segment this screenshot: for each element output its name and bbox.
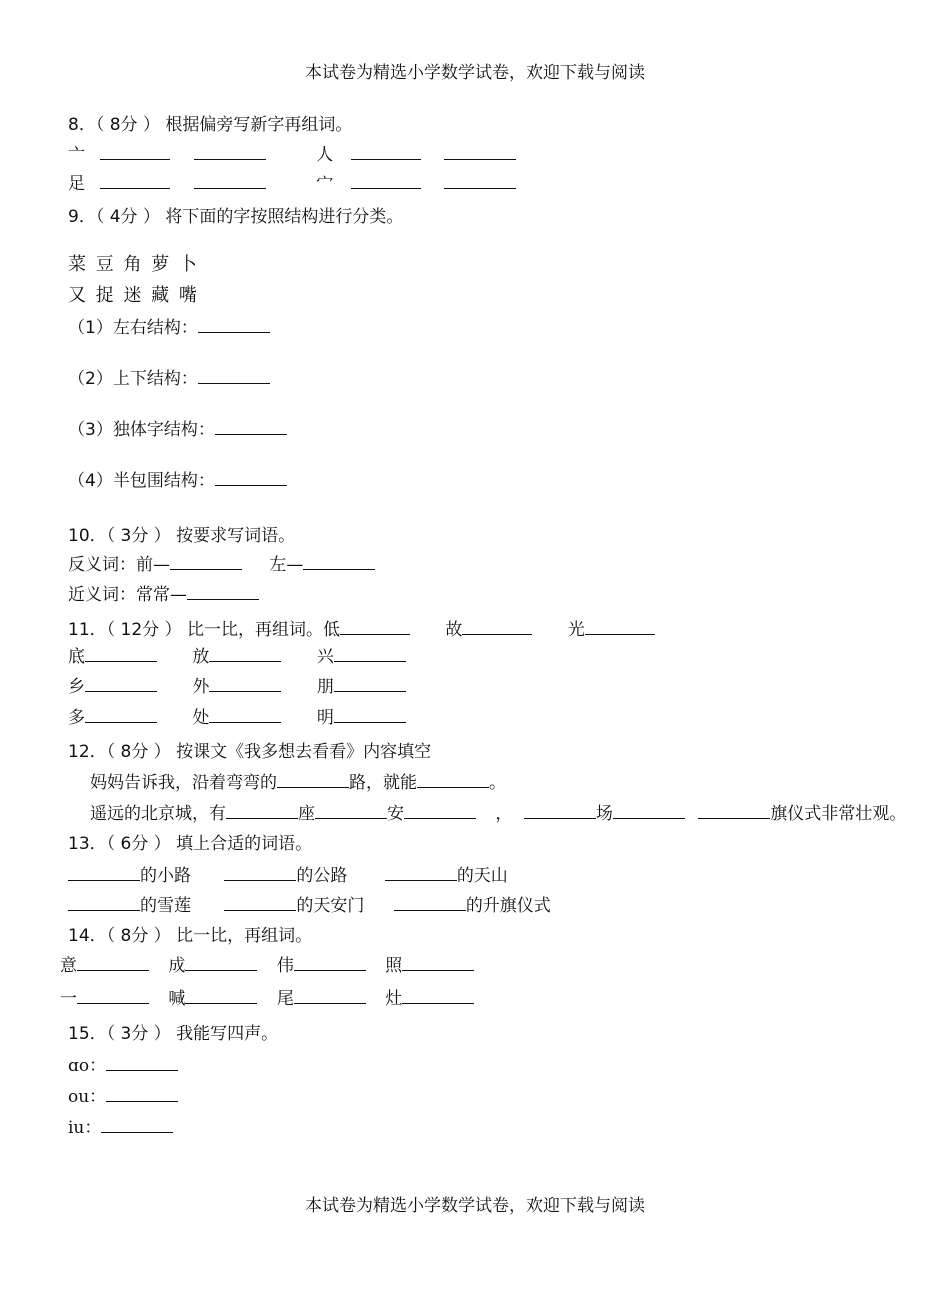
- prompt-label: 近义词：常常—: [68, 585, 187, 605]
- radical-label: 宀: [316, 174, 334, 194]
- answer-blank[interactable]: [170, 553, 242, 570]
- answer-blank[interactable]: [404, 802, 476, 819]
- sub-label: （2）上下结构：: [68, 369, 198, 389]
- answer-blank[interactable]: [85, 645, 157, 662]
- text-segment: 座: [298, 804, 315, 824]
- answer-blank[interactable]: [698, 802, 770, 819]
- answer-blank[interactable]: [334, 706, 406, 723]
- char-label: 明: [316, 708, 334, 728]
- answer-blank[interactable]: [68, 894, 140, 911]
- question-9-sub-2: [68, 367, 270, 390]
- question-9-chars-1: 菜 豆 角 萝 卜: [68, 254, 197, 275]
- answer-blank[interactable]: [613, 802, 685, 819]
- question-12-line-1: [90, 771, 506, 794]
- text-segment: 。: [489, 773, 506, 793]
- phrase-label: 的天山: [456, 866, 508, 886]
- char-label: 灶: [385, 989, 403, 1009]
- char-label: 乡: [68, 677, 85, 697]
- question-11-title-row: [68, 618, 655, 641]
- answer-blank[interactable]: [294, 954, 366, 971]
- sub-label: （3）独体字结构：: [68, 420, 215, 440]
- phrase-label: 的小路: [140, 866, 191, 886]
- text-segment: ，: [495, 804, 513, 824]
- question-14-row-1: [60, 954, 474, 977]
- question-12-line-2: [90, 802, 906, 825]
- answer-blank[interactable]: [198, 316, 270, 333]
- question-9-sub-1: [68, 316, 270, 339]
- phrase-label: 的天安门: [296, 896, 365, 916]
- char-label: 外: [192, 677, 210, 697]
- question-9-sub-4: [68, 469, 287, 492]
- question-10-row-2: [68, 583, 259, 606]
- question-8-row-1: [68, 143, 516, 166]
- sub-label: （4）半包围结构：: [68, 471, 215, 491]
- answer-blank[interactable]: [185, 954, 257, 971]
- answer-blank[interactable]: [351, 143, 421, 160]
- answer-blank[interactable]: [226, 802, 298, 819]
- text-segment: 遥远的北京城，有: [90, 804, 226, 824]
- question-10-title: 10．（ 3分 ） 按要求写词语。: [68, 526, 296, 546]
- answer-blank[interactable]: [198, 367, 270, 384]
- answer-blank[interactable]: [100, 172, 170, 189]
- pinyin-label: ɑo：: [68, 1056, 107, 1076]
- char-label: 尾: [276, 989, 294, 1009]
- char-label: 伟: [276, 956, 294, 976]
- answer-blank[interactable]: [185, 987, 257, 1004]
- answer-blank[interactable]: [77, 954, 149, 971]
- answer-blank[interactable]: [106, 1054, 178, 1071]
- answer-blank[interactable]: [402, 987, 474, 1004]
- text-segment: 场: [595, 804, 613, 824]
- text-segment: 安: [387, 804, 404, 824]
- question-13-row-1: [68, 864, 508, 887]
- answer-blank[interactable]: [101, 1116, 173, 1133]
- answer-blank[interactable]: [100, 143, 170, 160]
- phrase-label: 的雪莲: [140, 896, 191, 916]
- question-11-title: 11．（ 12分 ） 比一比，再组词。低: [68, 620, 340, 640]
- answer-blank[interactable]: [585, 618, 655, 635]
- answer-blank[interactable]: [277, 771, 349, 788]
- char-label: 故: [445, 620, 463, 640]
- answer-blank[interactable]: [224, 894, 296, 911]
- text-segment: 妈妈告诉我，沿着弯弯的: [90, 773, 277, 793]
- answer-blank[interactable]: [224, 864, 296, 881]
- answer-blank[interactable]: [215, 469, 287, 486]
- answer-blank[interactable]: [385, 864, 457, 881]
- char-label: 光: [567, 620, 585, 640]
- answer-blank[interactable]: [351, 172, 421, 189]
- answer-blank[interactable]: [187, 583, 259, 600]
- prompt-label: 左—: [269, 555, 304, 575]
- page-footer: 本试卷为精选小学数学试卷，欢迎下载与阅读: [305, 1196, 645, 1216]
- question-12-title: 12．（ 8分 ） 按课文《我多想去看看》内容填空: [68, 742, 432, 762]
- char-label: 成: [168, 956, 186, 976]
- radical-label: 亠: [68, 145, 85, 165]
- page-header: 本试卷为精选小学数学试卷，欢迎下载与阅读: [305, 63, 645, 83]
- char-label: 多: [68, 708, 85, 728]
- char-label: 底: [68, 647, 85, 667]
- sub-label: （1）左右结构：: [68, 318, 198, 338]
- char-label: 兴: [316, 647, 334, 667]
- answer-blank[interactable]: [340, 618, 410, 635]
- radical-label: 足: [68, 174, 85, 194]
- answer-blank[interactable]: [444, 143, 516, 160]
- answer-blank[interactable]: [106, 1085, 178, 1102]
- answer-blank[interactable]: [315, 802, 387, 819]
- char-label: 喊: [168, 989, 186, 1009]
- answer-blank[interactable]: [194, 172, 266, 189]
- pinyin-label: ou：: [68, 1087, 107, 1107]
- answer-blank[interactable]: [294, 987, 366, 1004]
- question-11-row-2: [68, 675, 406, 698]
- question-15-row-iu: [68, 1116, 173, 1139]
- question-15-title: 15．（ 3分 ） 我能写四声。: [68, 1024, 279, 1044]
- phrase-label: 的公路: [296, 866, 348, 886]
- question-9-sub-3: [68, 418, 287, 441]
- answer-blank[interactable]: [209, 675, 281, 692]
- char-label: 照: [385, 956, 403, 976]
- question-8-row-2: [68, 172, 516, 195]
- answer-blank[interactable]: [303, 553, 375, 570]
- text-segment: 路，就能: [349, 773, 417, 793]
- answer-blank[interactable]: [524, 802, 596, 819]
- answer-blank[interactable]: [68, 864, 140, 881]
- answer-blank[interactable]: [444, 172, 516, 189]
- question-11-row-1: [68, 645, 406, 668]
- answer-blank[interactable]: [334, 645, 406, 662]
- question-10-row-1: [68, 553, 375, 576]
- prompt-label: 反义词：前—: [68, 555, 170, 575]
- answer-blank[interactable]: [85, 706, 157, 723]
- question-9-chars-2: 又 捉 迷 藏 嘴: [68, 285, 197, 306]
- answer-blank[interactable]: [77, 987, 149, 1004]
- answer-blank[interactable]: [462, 618, 532, 635]
- answer-blank[interactable]: [209, 645, 281, 662]
- answer-blank[interactable]: [215, 418, 287, 435]
- answer-blank[interactable]: [394, 894, 466, 911]
- question-14-title: 14．（ 8分 ） 比一比，再组词。: [68, 926, 313, 946]
- question-8-title: 8．（ 8分 ） 根据偏旁写新字再组词。: [68, 115, 353, 135]
- question-13-title: 13．（ 6分 ） 填上合适的词语。: [68, 834, 313, 854]
- char-label: 一: [60, 989, 77, 1009]
- question-9-title: 9．（ 4分 ） 将下面的字按照结构进行分类。: [68, 207, 404, 227]
- answer-blank[interactable]: [85, 675, 157, 692]
- question-15-row-ou: [68, 1085, 178, 1108]
- question-14-row-2: [60, 987, 474, 1010]
- char-label: 处: [192, 708, 210, 728]
- question-15-row-ao: [68, 1054, 178, 1077]
- answer-blank[interactable]: [402, 954, 474, 971]
- char-label: 意: [60, 956, 77, 976]
- answer-blank[interactable]: [194, 143, 266, 160]
- pinyin-label: iu：: [68, 1118, 102, 1138]
- char-label: 放: [192, 647, 210, 667]
- answer-blank[interactable]: [209, 706, 281, 723]
- char-label: 朋: [316, 677, 334, 697]
- answer-blank[interactable]: [334, 675, 406, 692]
- text-segment: 旗仪式非常壮观。: [770, 804, 907, 824]
- radical-label: 人: [316, 145, 334, 165]
- answer-blank[interactable]: [417, 771, 489, 788]
- question-13-row-2: [68, 894, 551, 917]
- phrase-label: 的升旗仪式: [465, 896, 551, 916]
- question-11-row-3: [68, 706, 406, 729]
